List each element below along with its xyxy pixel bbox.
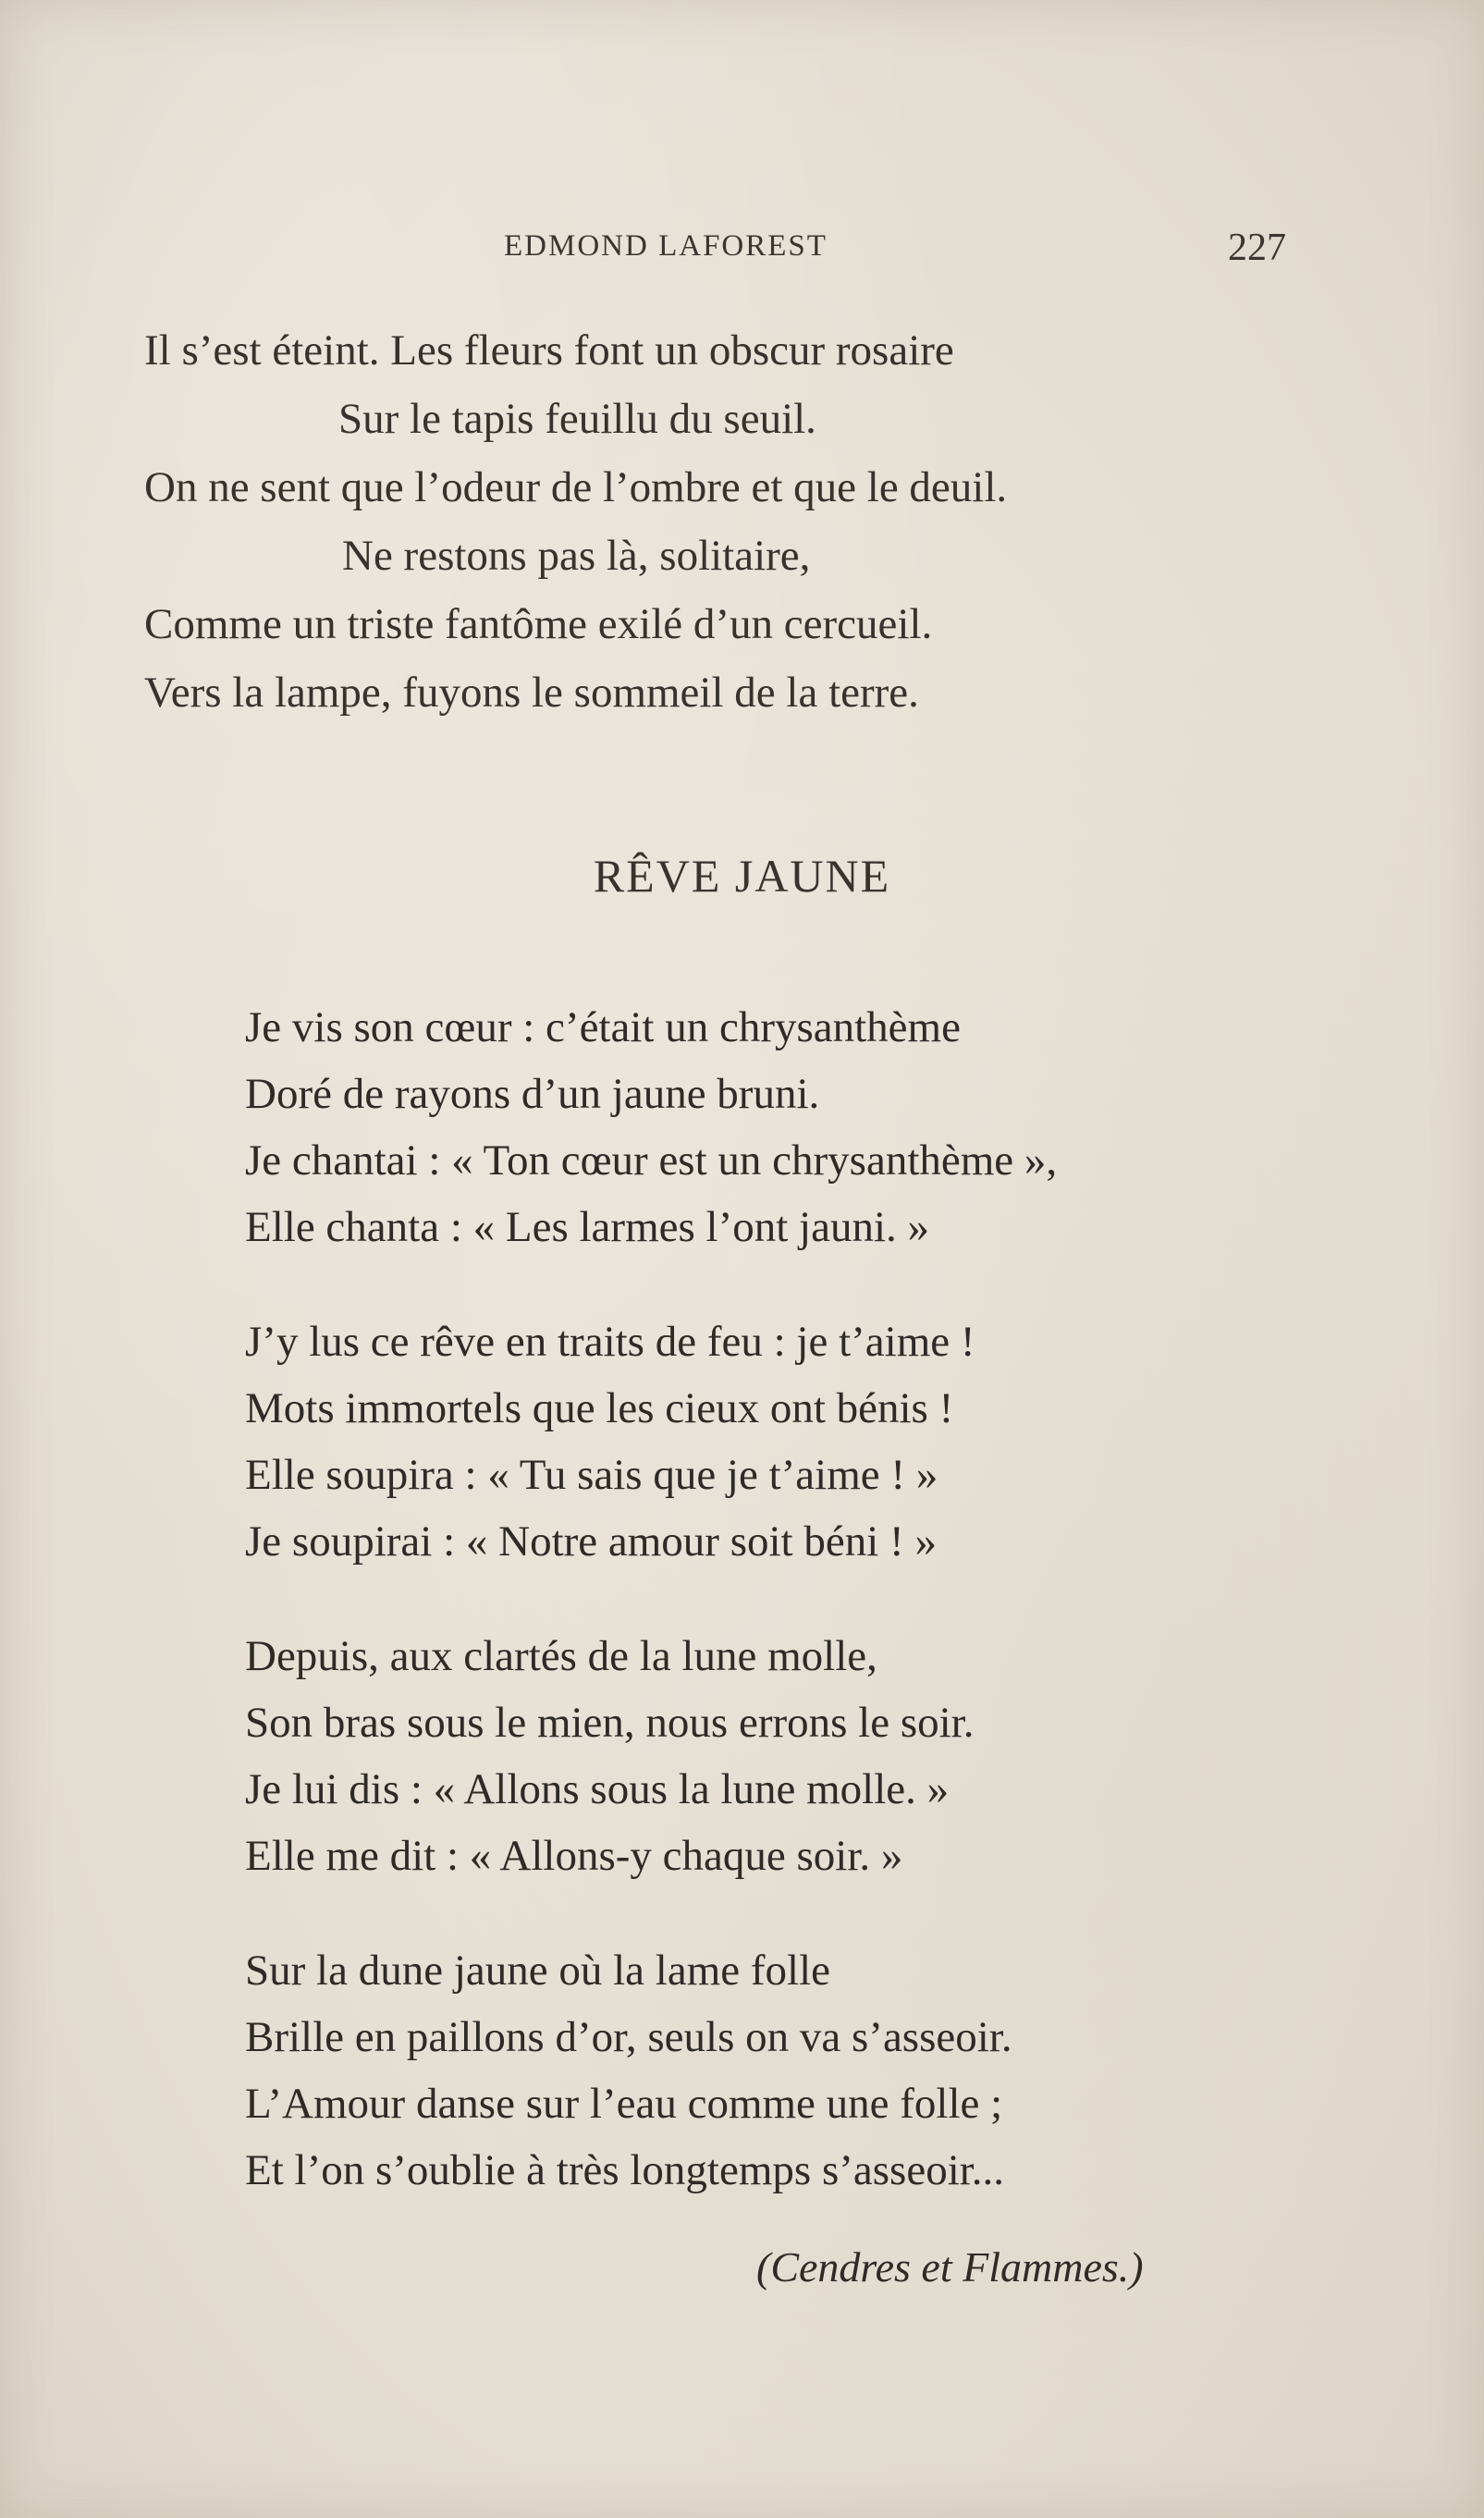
verse-line: Depuis, aux clartés de la lune molle, (245, 1632, 877, 1680)
verse-line: Il s’est éteint. Les fleurs font un obscur rosaire (144, 326, 954, 375)
stanza (245, 1308, 1308, 1575)
stanza (245, 1623, 1308, 1889)
stanza (245, 994, 1308, 1260)
verse-line: Ne restons pas là, solitaire, (342, 532, 811, 580)
poem-title: RÊVE JAUNE (593, 850, 891, 902)
page-number: 227 (1228, 227, 1286, 269)
page-header (0, 229, 1484, 276)
verse-line: Son bras sous le mien, nous errons le soir. (245, 1699, 975, 1747)
stanza (245, 1937, 1308, 2204)
verse-line: Je chantai : « Ton cœur est un chrysanthème », (245, 1136, 1058, 1185)
verse-line: Vers la lampe, fuyons le sommeil de la terre. (144, 669, 919, 717)
verse-line: Comme un triste fantôme exilé d’un cercueil. (144, 600, 933, 648)
verse-line: Elle soupira : « Tu sais que je t’aime ! » (245, 1451, 938, 1499)
verse-line: L’Amour danse sur l’eau comme une folle ; (245, 2080, 1003, 2128)
verse-line: Brille en paillons d’or, seuls on va s’asseoir. (245, 2013, 1012, 2061)
verse-line: Doré de rayons d’un jaune bruni. (245, 1070, 820, 1118)
verse-line: Elle me dit : « Allons-y chaque soir. » (245, 1832, 903, 1880)
verse-line: On ne sent que l’odeur de l’ombre et que le deuil. (144, 463, 1008, 511)
source-citation: (Cendres et Flammes.) (756, 2243, 1144, 2291)
verse-line: Je lui dis : « Allons sous la lune molle. » (245, 1765, 950, 1813)
verse-line: Mots immortels que les cieux ont bénis ! (245, 1384, 954, 1432)
verse-line: Elle chanta : « Les larmes l’ont jauni. » (245, 1203, 930, 1251)
verse-line: J’y lus ce rêve en traits de feu : je t’aime ! (245, 1318, 975, 1366)
verse-line: Et l’on s’oublie à très longtemps s’asseoir... (245, 2146, 1005, 2194)
previous-poem-ending (0, 316, 1484, 727)
poem-body (245, 994, 1308, 2252)
verse-line: Je soupirai : « Notre amour soit béni ! » (245, 1517, 937, 1566)
running-head: EDMOND LAFOREST (504, 229, 828, 263)
verse-line: Je vis son cœur : c’était un chrysanthème (245, 1003, 961, 1051)
verse-line: Sur la dune jaune où la lame folle (245, 1947, 830, 1995)
verse-line: Sur le tapis feuillu du seuil. (338, 395, 816, 443)
